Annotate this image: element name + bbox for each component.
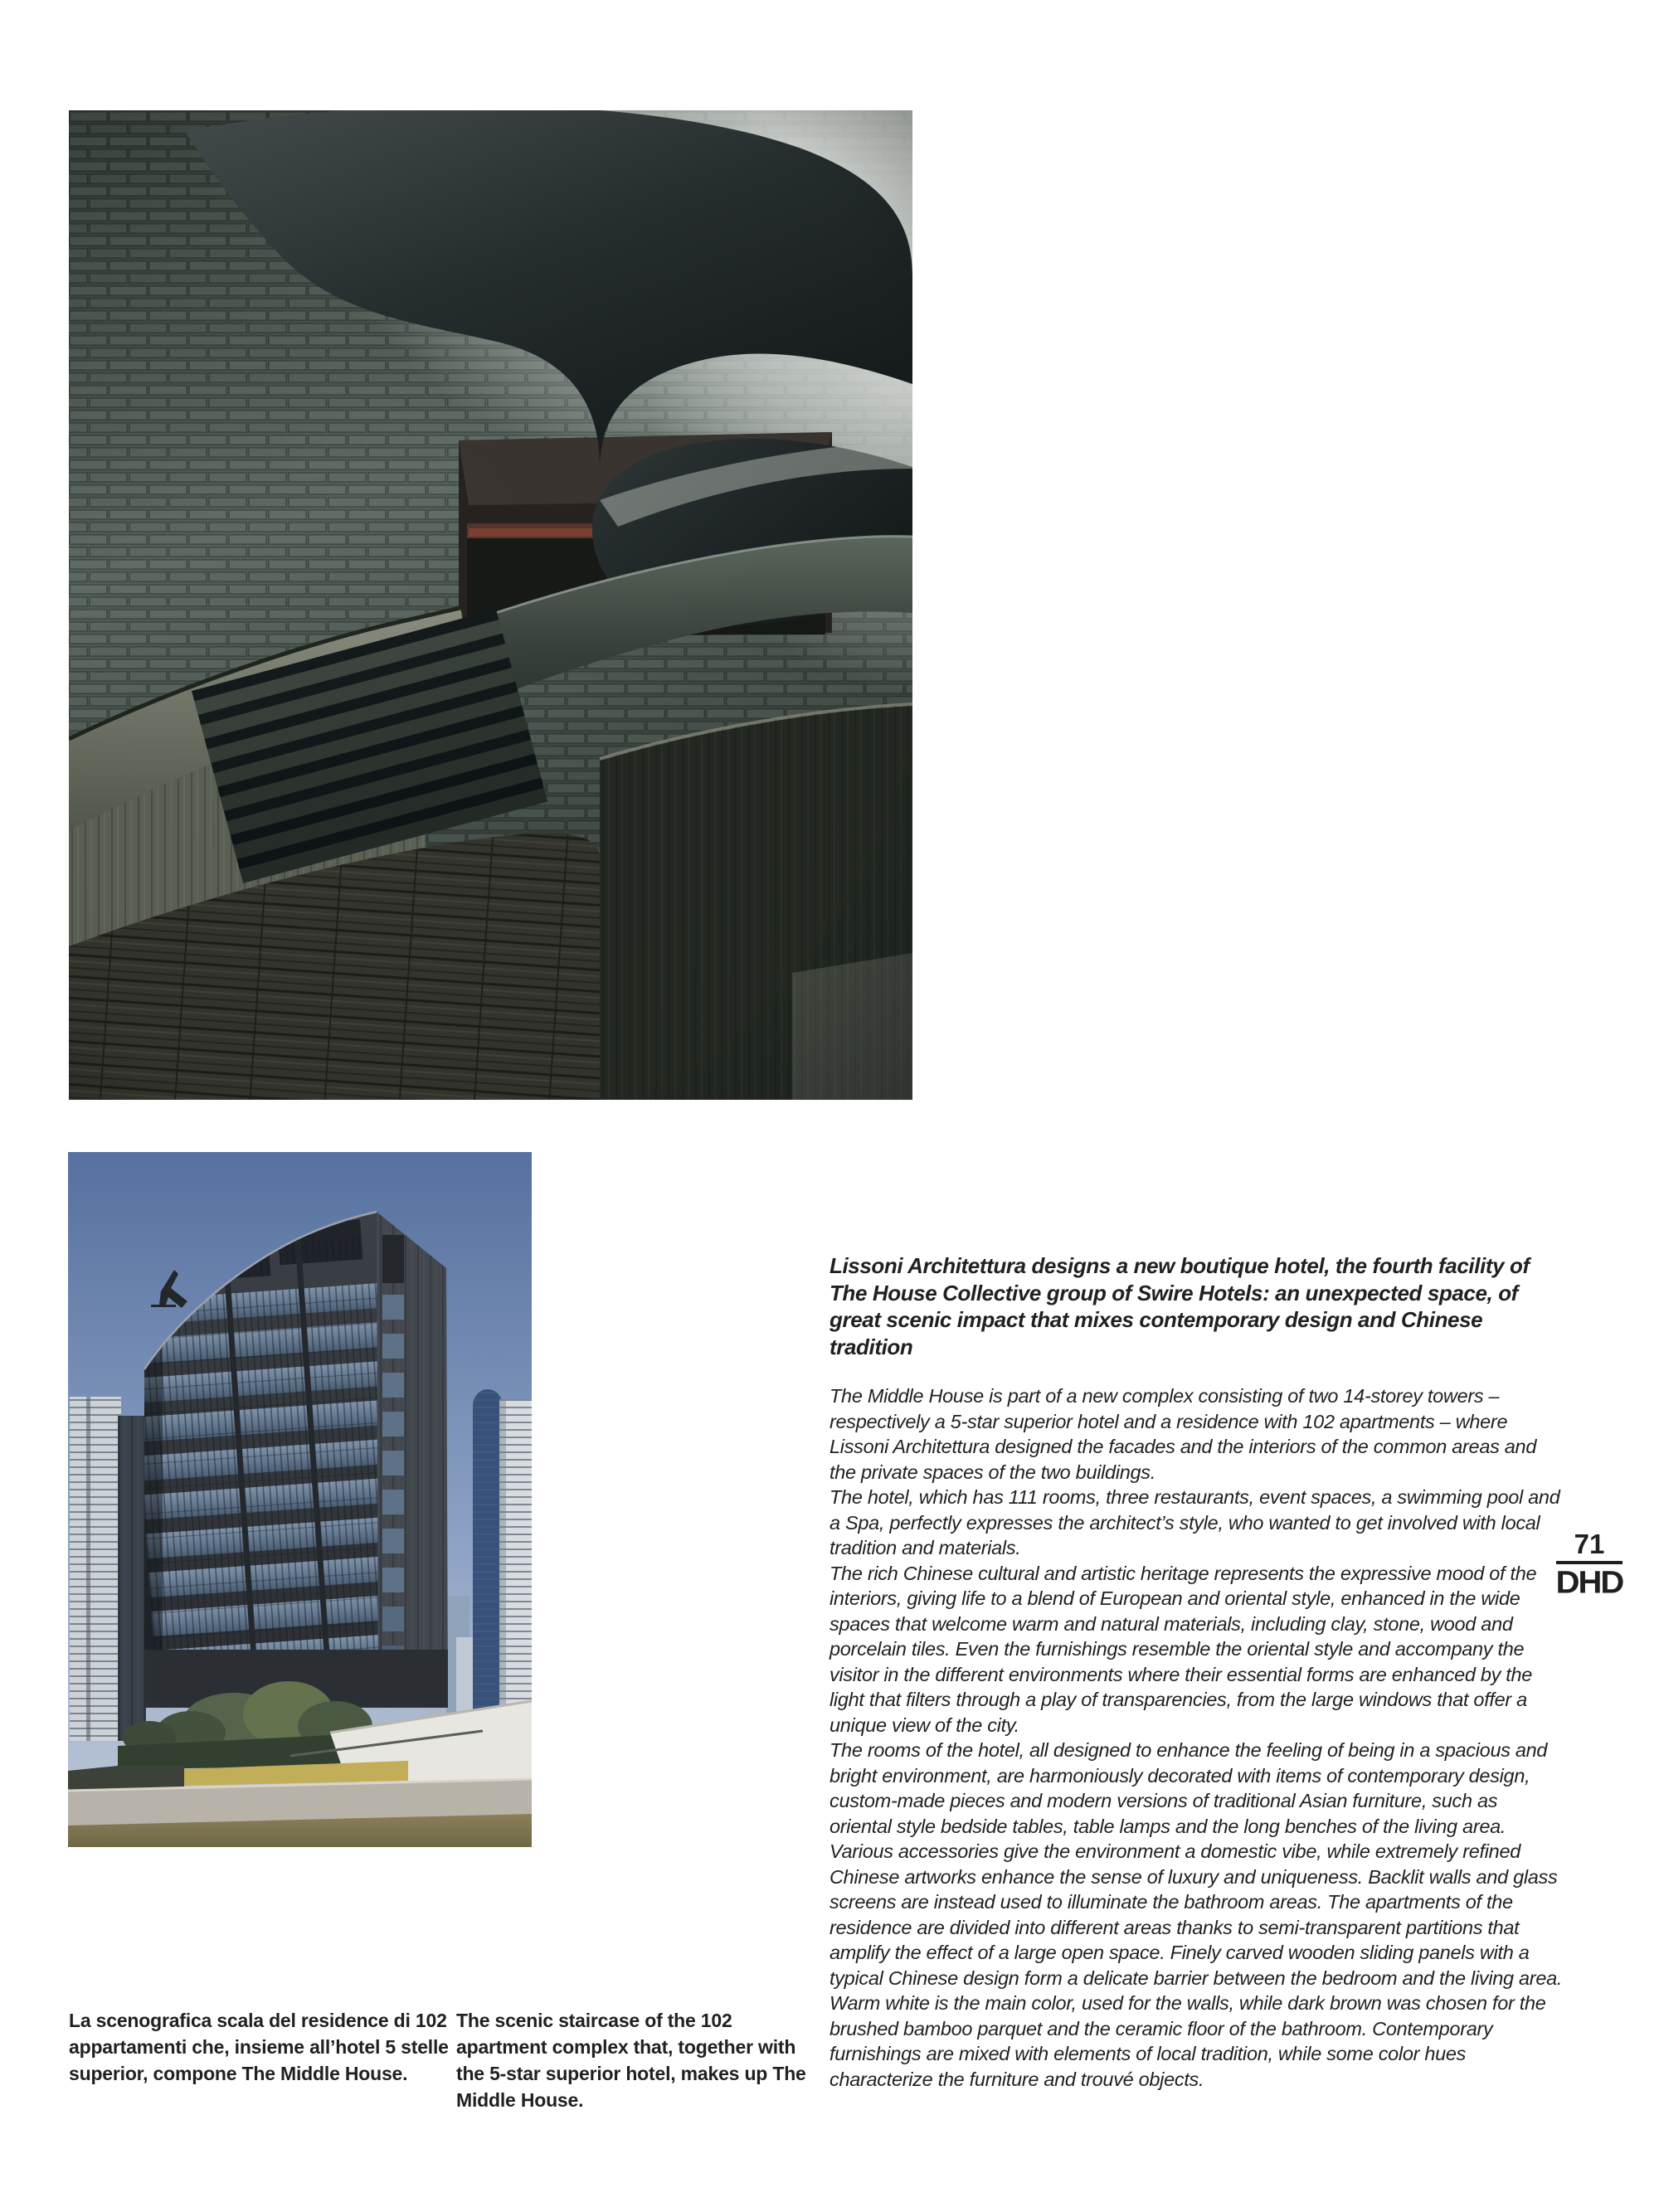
skyline-left — [70, 1397, 146, 1741]
caption-english: The scenic staircase of the 102 apartment complex that, together with the 5-star superior hotel, makes up The Middle House. — [456, 2010, 806, 2111]
page-number: 71 — [1556, 1530, 1623, 1564]
article-intro: Lissoni Architettura designs a new boutique hotel, the fourth facility of The House Collective group of Swire Hotels: an unexpected space, of great scenic impact that mixes contemporary design and Chinese tradition — [830, 1253, 1530, 1359]
article-paragraph: The rooms of the hotel, all designed to enhance the feeling of being in a spacious and bright environment, are harmoniously decorated with items of contemporary design, custom-made pieces and modern versions of traditional Asian furniture, such as oriental style bedside tables, table lamps and the long benches of the living area. Various accessories give the environment a domestic vibe, while extremely refined Chinese artworks enhance the sense of luxury and uniqueness. Backlit walls and glass screens are instead used to illuminate the bathroom areas. The apartments of the residence are divided into different areas thanks to semi-transparent partitions that amplify the effect of a large open space. Finely carved wooden sliding panels with a typical Chinese design form a delicate barrier between the bedroom and the living area. Warm white is the main color, used for the walls, while dark brown was chosen for the brushed bamboo parquet and the ceramic floor of the bathroom. Contemporary furnishings are mixed with elements of local tradition, while some color hues characterize the furniture and trouvé objects. — [830, 1739, 1563, 2090]
tower-side-face — [377, 1212, 448, 1699]
magazine-logo: DHD — [1555, 1565, 1623, 1600]
article-paragraph: The rich Chinese cultural and artistic heritage represents the expressive mood of the interiors, giving life to a blend of European and oriental style, enhanced in the wide spaces that welcome warm and natural materials, including clay, stone, wood and porcelain tiles. Even the furnishings resemble the oriental style and accompany the visitor in the different environments where their essential forms are enhanced by the light that filters through a play of transparencies, from the large windows that offer a unique view of the city. — [830, 1562, 1537, 1736]
staircase-illustration — [69, 110, 912, 1100]
window-bands — [129, 1283, 404, 1675]
caption-italian: La scenografica scala del residence di 102 appartamenti che, insieme all’hotel 5 stelle superior, compone The Middle House. — [69, 2010, 449, 2084]
article-paragraph: The Middle House is part of a new complex consisting of two 14-storey towers – respectively a 5-star superior hotel and a residence with 102 apartments – where Lissoni Architettura designed the facades and the interiors of the common areas and the private spaces of the two buildings. — [830, 1385, 1537, 1483]
page-marker — [1554, 1530, 1624, 1600]
building-photo — [68, 1152, 532, 1847]
staircase-photo — [69, 110, 912, 1100]
article-body — [830, 1383, 1563, 2092]
building-illustration — [68, 1152, 532, 1847]
article-paragraph: The hotel, which has 111 rooms, three restaurants, event spaces, a swimming pool and a Spa, perfectly expresses the architect’s style, who wanted to get involved with local tradition and materials. — [830, 1486, 1560, 1558]
